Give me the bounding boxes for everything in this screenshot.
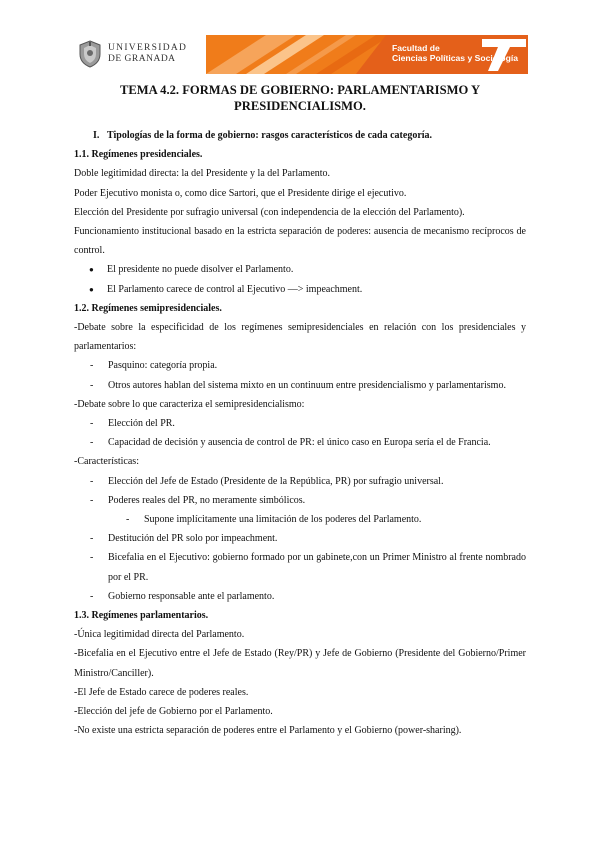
dash-text: Gobierno responsable ante el parlamento.: [108, 590, 275, 602]
bullet-icon: ●: [89, 265, 94, 275]
dash-text: Pasquino: categoría propia.: [108, 360, 218, 372]
subsection-title-semipresidential: 1.2. Regímenes semipresidenciales.: [74, 302, 222, 314]
title-line1: TEMA 4.2. FORMAS DE GOBIERNO: PARLAMENTARISMO Y: [119, 83, 481, 97]
dash-icon: -: [90, 533, 94, 545]
paragraph: -Única legitimidad directa del Parlamento.: [74, 629, 245, 641]
university-logo: [78, 40, 187, 68]
section-heading: [74, 126, 526, 145]
dash-icon: -: [90, 494, 94, 506]
faculty-name-line1: Facultad de: [392, 43, 440, 53]
paragraph: -No existe una estricta separación de poderes entre el Parlamento y el Gobierno (power-sharing).: [74, 725, 462, 737]
paragraph: Poder Ejecutivo monista o, como dice Sartori, que el Presidente dirige el ejecutivo.: [74, 187, 407, 199]
faculty-banner: [206, 35, 528, 74]
dash-text: Supone implícitamente una limitación de los poderes del Parlamento.: [144, 514, 422, 526]
page-header: [0, 34, 600, 78]
subsection-title-presidential: 1.1. Regímenes presidenciales.: [74, 149, 203, 161]
bullet-item: [74, 280, 526, 299]
bullet-item: [74, 260, 526, 279]
paragraph: -El Jefe de Estado carece de poderes reales.: [74, 686, 249, 698]
dash-item: [74, 376, 526, 395]
dash-text: Capacidad de decisión y ausencia de control de PR: el único caso en Europa sería el de Francia.: [108, 437, 491, 449]
dash-text: Elección del Jefe de Estado (Presidente de la República, PR) por sufragio universal.: [108, 475, 444, 487]
paragraph: -Debate sobre la especificidad de los regímenes semipresidenciales en relación con los presidenciales y parlamentarios:: [74, 322, 526, 353]
subsection-title-parliamentary: 1.3. Regímenes parlamentarios.: [74, 610, 209, 622]
dash-icon: -: [90, 418, 94, 430]
university-crest-icon: [78, 40, 102, 68]
paragraph: Elección del Presidente por sufragio universal (con independencia de la elección del Parlamento).: [74, 206, 465, 218]
faculty-name-line2: Ciencias Políticas y Sociología: [392, 52, 519, 63]
dash-item: [74, 433, 526, 452]
university-name-line1: UNIVERSIDAD: [108, 43, 188, 53]
paragraph: -Debate sobre lo que caracteriza el semipresidencialismo:: [74, 398, 305, 410]
dash-icon: -: [90, 552, 94, 564]
dash-text: Elección del PR.: [108, 418, 175, 430]
section-number: I.: [93, 130, 100, 141]
dash-text: Otros autores hablan del sistema mixto en un continuum entre presidencialismo y parlamentarismo.: [108, 379, 506, 391]
title-line2: PRESIDENCIALISMO.: [234, 99, 366, 113]
paragraph: -Elección del jefe de Gobierno por el Parlamento.: [74, 706, 273, 718]
nested-dash-item: [74, 510, 526, 529]
dash-icon: -: [90, 437, 94, 449]
document-body: [74, 126, 526, 741]
dash-icon: -: [90, 360, 94, 372]
dash-item: [74, 414, 526, 433]
paragraph: -Bicefalia en el Ejecutivo entre el Jefe de Estado (Rey/PR) y Jefe de Gobierno (Presidente del Gobierno/Primer Ministro/Canciller).: [74, 648, 526, 679]
dash-text: Bicefalia en el Ejecutivo: gobierno formado por un gabinete,con un Primer Ministro al frente nombrado por el PR.: [108, 552, 526, 583]
dash-text: Destitución del PR solo por impeachment.: [108, 533, 278, 545]
bullet-text: El presidente no puede disolver el Parlamento.: [107, 264, 294, 276]
dash-item: [74, 472, 526, 491]
dash-item: [74, 491, 526, 510]
section-heading-text: Tipologías de la forma de gobierno: rasgos característicos de cada categoría.: [107, 130, 433, 141]
dash-text: Poderes reales del PR, no meramente simbólicos.: [108, 494, 306, 506]
dash-icon: -: [90, 379, 94, 391]
dash-item: [74, 548, 526, 586]
bullet-icon: ●: [89, 284, 94, 294]
dash-icon: -: [90, 590, 94, 602]
document-title: [0, 82, 600, 114]
dash-icon: -: [126, 514, 130, 526]
bullet-text: El Parlamento carece de control al Ejecutivo —> impeachment.: [107, 283, 363, 295]
paragraph: Doble legitimidad directa: la del Presidente y la del Parlamento.: [74, 168, 331, 180]
dash-item: [74, 587, 526, 606]
dash-item: [74, 356, 526, 375]
dash-icon: -: [90, 475, 94, 487]
university-name-line2: DE GRANADA: [108, 54, 176, 64]
paragraph: Funcionamiento institucional basado en la estricta separación de poderes: ausencia de mecanismo recíprocos de control.: [74, 226, 526, 257]
paragraph: -Características:: [74, 456, 139, 468]
dash-item: [74, 529, 526, 548]
